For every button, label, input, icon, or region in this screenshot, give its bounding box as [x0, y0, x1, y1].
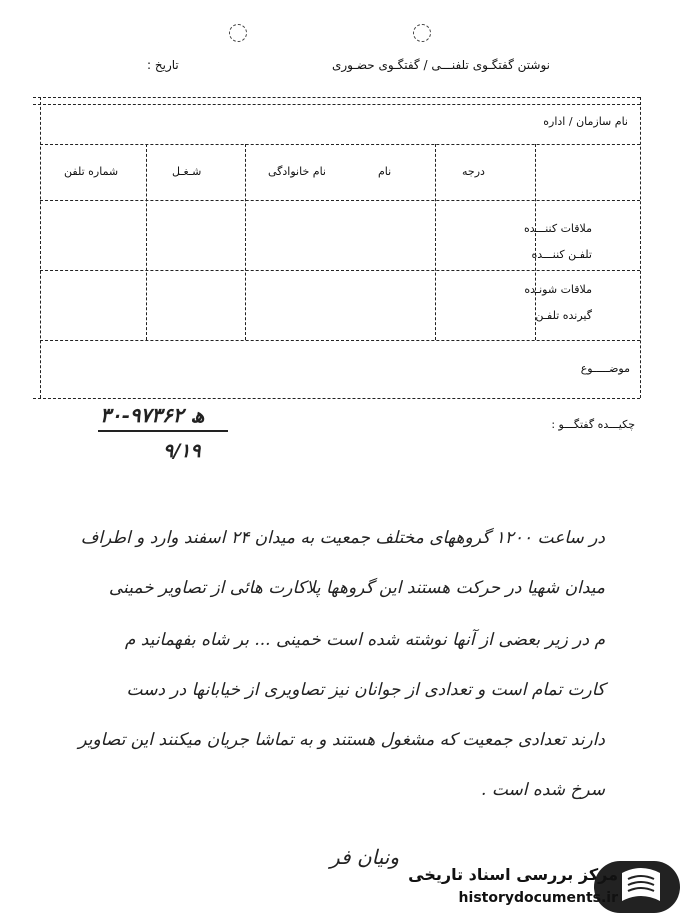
column-occupation: شـغـل [172, 165, 202, 178]
form-heading: نوشتن گفتگـوی تلفنـــی / گفتگـوی حضـوری [331, 58, 550, 72]
watermark-url: historydocuments.ir [458, 890, 618, 906]
punch-hole-icon [229, 24, 247, 42]
signature: ونیان فر [330, 845, 399, 869]
file-number-prefix: ھ [190, 403, 205, 427]
body-line-6: سرخ شده است . [481, 780, 605, 800]
row-receiver-label: گیرنده تلفـن [535, 309, 592, 322]
column-last-name: نام خانوادگی [268, 165, 326, 178]
date-label: تاریخ : [147, 58, 179, 72]
body-line-1: در ساعت ۱۲۰۰ گروههای مختلف جمعیت به میدان ۲۴ اسفند وارد و اطراف [80, 528, 605, 548]
body-line-5: دارند تعدادی جمعیت که مشغول هستند و به تماشا جریان میکنند این تصاویر [78, 730, 605, 750]
row-caller-label: تلفـن کننـــده [531, 248, 592, 261]
file-number-annotation [100, 403, 204, 427]
column-rank: درجه [462, 165, 485, 178]
column-phone: شماره تلفن [64, 165, 119, 178]
row-visitor-label: ملاقات کننـــده [524, 222, 592, 235]
subject-label: موضـــــوع [580, 362, 630, 375]
row-visited-label: ملاقات شونـده [524, 283, 592, 296]
annotation-underline [98, 430, 228, 432]
file-date: ۹/۱۹ [163, 440, 201, 462]
document-scroll-icon [610, 865, 672, 909]
body-line-4: کارت تمام است و تعدادی از جوانان نیز تصاویری از خیابانها در دست [126, 680, 605, 700]
summary-label: چکیـــده گفتگـــو : [551, 418, 635, 431]
column-first-name: نام [378, 165, 392, 178]
watermark-title: مرکز بررسی اسناد تاریخی [408, 865, 618, 884]
body-line-2: میدان شهیا در حرکت هستند این گروهها پلاکارت هائی از تصاویر خمینی [108, 578, 605, 598]
punch-hole-icon [413, 24, 431, 42]
org-label: نام سازمان / اداره [543, 115, 628, 128]
file-number: ۳۰-۹۷۳۶۲ [100, 403, 184, 427]
body-line-3: م در زیر بعضی از آنها نوشته شده است خمینی ... بر شاه بفهمانید م [124, 630, 605, 650]
